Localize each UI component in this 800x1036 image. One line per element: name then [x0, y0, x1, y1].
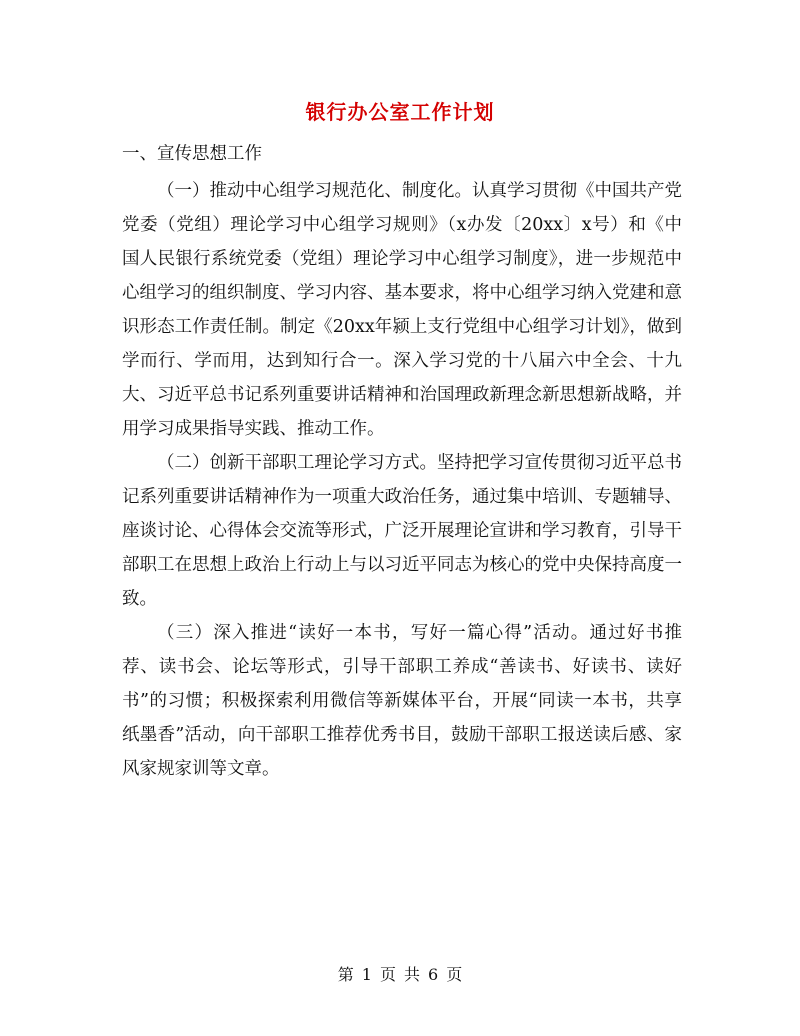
paragraph-2: （二）创新干部职工理论学习方式。坚持把学习宣传贯彻习近平总书记系列重要讲话精神作为一项重大政治任务，通过集中培训、专题辅导、座谈讨论、心得体会交流等形式，广泛开展理论宣讲和学习教育，引导干部职工在思想上政治上行动上与以习近平同志为核心的党中央保持高度一致。: [122, 453, 682, 609]
paragraph-1: （一）推动中心组学习规范化、制度化。认真学习贯彻《中国共产党党委（党组）理论学习中心组学习规则》（x办发〔20xx〕x号）和《中国人民银行系统党委（党组）理论学习中心组学习制度》，进一步规范中心组学习的组织制度、学习内容、基本要求，将中心组学习纳入党建和意识形态工作责任制。制定《20xx年颍上支行党组中心组学习计划》，做到学而行、学而用，达到知行合一。深入学习党的十八届六中全会、十九大、习近平总书记系列重要讲话精神和治国理政新理念新思想新战略，并用学习成果指导实践、推动工作。: [122, 181, 682, 439]
footer-suffix: 页: [446, 965, 463, 984]
footer-total-word: 共: [404, 965, 421, 984]
document-body: [122, 174, 682, 786]
document-title: 银行办公室工作计划: [305, 100, 495, 124]
paragraph-3: （三）深入推进“读好一本书，写好一篇心得”活动。通过好书推荐、读书会、论坛等形式，引导干部职工养成“善读书、好读书、读好书”的习惯；积极探索利用微信等新媒体平台，开展“同读一本书，共享纸墨香”活动，向干部职工推荐优秀书目，鼓励干部职工报送读后感、家风家规家训等文章。: [122, 623, 682, 779]
footer-page-word: 页: [379, 965, 396, 984]
section-heading: 一、宣传思想工作: [122, 144, 262, 164]
footer-current-page: 1: [361, 965, 372, 984]
footer-total-pages: 6: [428, 965, 439, 984]
page-footer: [0, 962, 800, 985]
footer-prefix: 第: [337, 965, 354, 984]
